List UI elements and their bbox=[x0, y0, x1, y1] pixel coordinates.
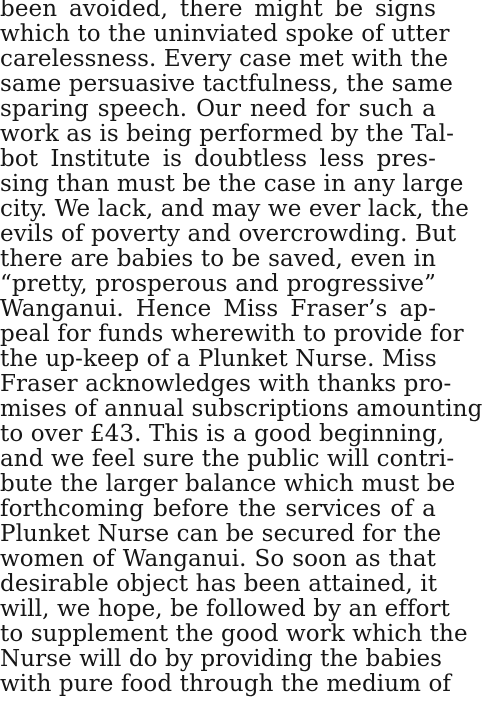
text-line: Fraser acknowledges with thanks pro- bbox=[0, 371, 452, 397]
text-line: evils of poverty and overcrowding. But bbox=[0, 221, 457, 247]
text-line: there are babies to be saved, even in bbox=[0, 246, 436, 272]
text-line: work as is being performed by the Tal- bbox=[0, 121, 454, 147]
text-line: will, we hope, be followed by an effort bbox=[0, 596, 450, 622]
text-line: been avoided, there might be signs bbox=[0, 0, 436, 22]
text-line: with pure food through the medium of bbox=[0, 671, 452, 697]
text-line: Plunket Nurse can be secured for the bbox=[0, 521, 442, 547]
text-line: same persuasive tactfulness, the same bbox=[0, 71, 454, 97]
text-line: sing than must be the case in any large bbox=[0, 171, 464, 197]
text-line: forthcoming before the services of a bbox=[0, 496, 436, 522]
text-line: carelessness. Every case met with the bbox=[0, 46, 449, 72]
text-line: sparing speech. Our need for such a bbox=[0, 96, 436, 122]
text-line: Wanganui. Hence Miss Fraser’s ap- bbox=[0, 296, 436, 322]
text-line: bot Institute is doubtless less pres- bbox=[0, 146, 436, 172]
text-line: desirable object has been attained, it bbox=[0, 571, 438, 597]
text-line: to supplement the good work which the bbox=[0, 621, 468, 647]
text-line: mises of annual subscriptions amounting bbox=[0, 396, 482, 422]
text-line: bute the larger balance which must be bbox=[0, 471, 456, 497]
text-line: the up-keep of a Plunket Nurse. Miss bbox=[0, 346, 437, 372]
text-line: city. We lack, and may we ever lack, the bbox=[0, 196, 469, 222]
text-line: women of Wanganui. So soon as that bbox=[0, 546, 436, 572]
text-line: to over £43. This is a good beginning, bbox=[0, 421, 445, 447]
text-line: which to the uninviated spoke of utter bbox=[0, 21, 450, 47]
text-line: peal for funds wherewith to provide for bbox=[0, 321, 464, 347]
text-line: “pretty, prosperous and progressive” bbox=[0, 271, 436, 297]
text-line: Nurse will do by providing the babies bbox=[0, 646, 443, 672]
text-line: and we feel sure the public will contri- bbox=[0, 446, 455, 472]
